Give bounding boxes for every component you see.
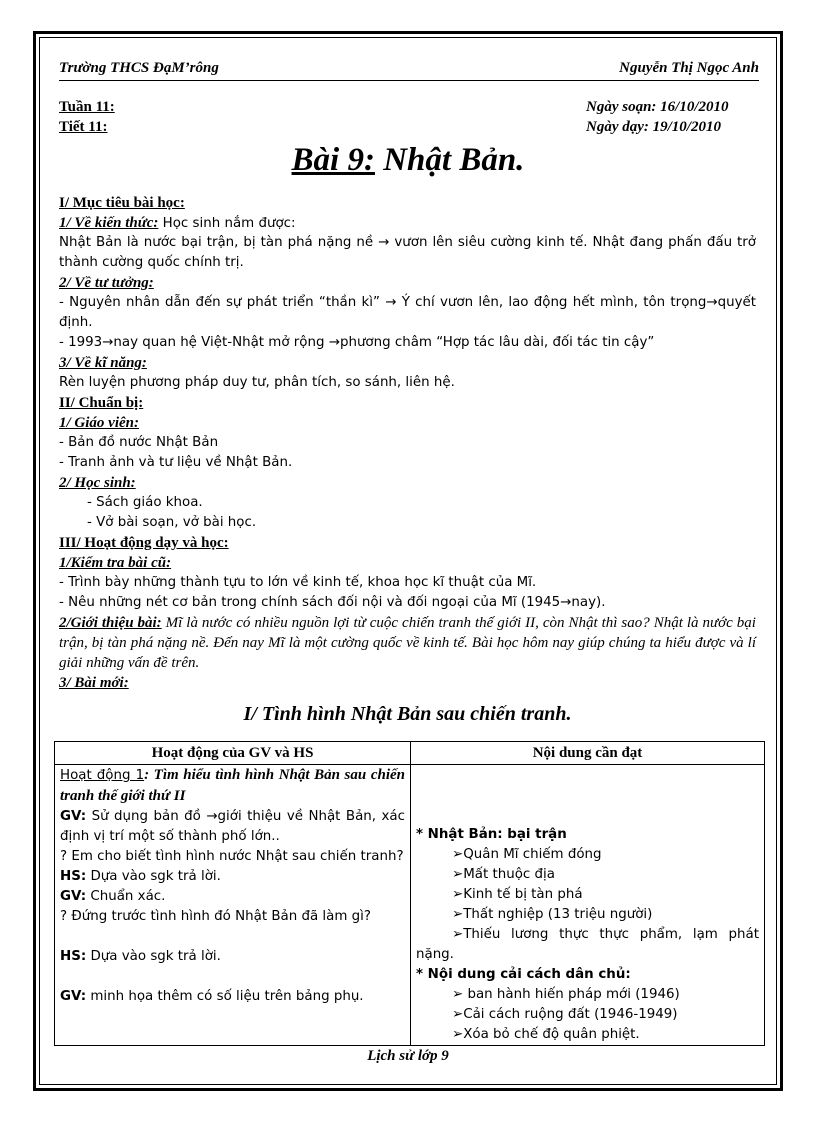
content-bullet: ➢Thất nghiệp (13 triệu người) xyxy=(452,907,653,922)
skill-label: 3/ Về kĩ năng: xyxy=(59,355,147,371)
week-label: Tuần 11: xyxy=(59,99,115,115)
activity-table xyxy=(54,741,765,1046)
activities-cell xyxy=(55,765,411,1046)
lesson-number: Bài 9: xyxy=(291,142,375,178)
hs-text: Dựa vào sgk trả lời. xyxy=(86,869,221,884)
thought-item: - 1993→nay quan hệ Việt-Nhật mở rộng →phương châm “Hợp tác lâu dài, đối tác tin cậy” xyxy=(59,335,655,350)
question: ? Em cho biết tình hình nước Nhật sau chiến tranh? xyxy=(60,849,404,864)
school-name: Trường THCS ĐạM’rông xyxy=(59,60,219,76)
check-label: 1/Kiểm tra bài cũ: xyxy=(59,555,172,571)
activity-label: Hoạt động 1 xyxy=(60,768,145,783)
gv-label: GV: xyxy=(60,989,87,1004)
page-footer: Lịch sử lớp 9 xyxy=(367,1048,449,1064)
student-prep-label: 2/ Học sinh: xyxy=(59,475,136,491)
section-title: I/ Tình hình Nhật Bản sau chiến tranh. xyxy=(243,703,572,725)
content-heading: * Nhật Bản: bại trận xyxy=(416,827,567,842)
gv-label: GV: xyxy=(60,889,87,904)
intro-text: Mĩ là nước có nhiều nguồn lợi từ cuộc chiến tranh thế giới II, còn Nhật thì sao? Nhật là nước bại trận, bị tàn phá nặng nề. Đến nay Mĩ là một cường quốc về kinh tế. Bài học hôm nay giúp chúng ta hiểu được và lí giải những vấn đề trên. xyxy=(59,615,756,671)
teacher-prep-label: 1/ Giáo viên: xyxy=(59,415,139,431)
thought-label: 2/ Về tư tưởng: xyxy=(59,275,154,291)
content-cell xyxy=(411,765,765,1046)
knowledge-label: 1/ Về kiến thức: xyxy=(59,215,159,231)
student-prep-item: - Vở bài soạn, vở bài học. xyxy=(87,515,257,530)
content-bullet: ➢ ban hành hiến pháp mới (1946) xyxy=(452,987,680,1002)
gv-text: Sử dụng bản đồ →giới thiệu về Nhật Bản, xác định vị trí một số thành phố lớn.. xyxy=(60,809,405,844)
hs-label: HS: xyxy=(60,869,87,884)
skill-text: Rèn luyện phương pháp duy tư, phân tích, so sánh, liên hệ. xyxy=(59,375,455,390)
content-bullet: ➢Xóa bỏ chế độ quân phiệt. xyxy=(452,1027,640,1042)
page-title xyxy=(0,140,816,180)
prep-date: Ngày soạn: 16/10/2010 xyxy=(586,99,729,115)
lesson-name: Nhật Bản. xyxy=(374,142,525,178)
thought-item: - Nguyên nhân dẫn đến sự phát triển “thần kì” → Ý chí vươn lên, lao động hết mình, tôn trọng→quyết định. xyxy=(59,295,756,330)
question: ? Đứng trước tình hình đó Nhật Bản đã làm gì? xyxy=(60,909,371,924)
new-lesson-label: 3/ Bài mới: xyxy=(59,675,129,691)
teach-date: Ngày dạy: 19/10/2010 xyxy=(586,119,721,135)
content-heading: * Nội dung cải cách dân chủ: xyxy=(416,967,631,982)
teacher-prep-item: - Bản đồ nước Nhật Bản xyxy=(59,435,219,450)
content-bullet: ➢Mất thuộc địa xyxy=(452,867,555,882)
teacher-name: Nguyễn Thị Ngọc Anh xyxy=(619,60,759,76)
gv-label: GV: xyxy=(60,809,87,824)
lesson-body xyxy=(59,193,756,727)
student-prep-item: - Sách giáo khoa. xyxy=(87,495,203,510)
check-item: - Nêu những nét cơ bản trong chính sách đối nội và đối ngoại của Mĩ (1945→nay). xyxy=(59,595,606,610)
knowledge-text: Nhật Bản là nước bại trận, bị tàn phá nặng nề → vươn lên siêu cường kinh tế. Nhật đang phấn đấu trở thành cường quốc chính trị. xyxy=(59,235,756,270)
period-label: Tiết 11: xyxy=(59,119,108,135)
hs-label: HS: xyxy=(60,949,87,964)
content-bullet: ➢Kinh tế bị tàn phá xyxy=(452,887,583,902)
check-item: - Trình bày những thành tựu to lớn về kinh tế, khoa học kĩ thuật của Mĩ. xyxy=(59,575,537,590)
col-header-activities: Hoạt động của GV và HS xyxy=(55,742,411,765)
hs-text: Dựa vào sgk trả lời. xyxy=(86,949,221,964)
page-header xyxy=(59,58,759,81)
content-bullet: ➢Thiếu lương thực thực phẩm, lạm phát nặng. xyxy=(416,927,759,962)
objectives-heading: I/ Mục tiêu bài học: xyxy=(59,195,185,211)
preparation-heading: II/ Chuẩn bị: xyxy=(59,395,144,411)
content-bullet: ➢Cải cách ruộng đất (1946-1949) xyxy=(452,1007,678,1022)
content-bullet: ➢Quân Mĩ chiếm đóng xyxy=(452,847,602,862)
col-header-content: Nội dung cần đạt xyxy=(411,742,765,765)
intro-label: 2/Giới thiệu bài: xyxy=(59,615,162,631)
activities-heading: III/ Hoạt động dạy và học: xyxy=(59,535,229,551)
activity-title: : Tìm hiểu tình hình Nhật Bản sau chiến tranh thế giới thứ II xyxy=(60,767,405,804)
gv-text: Chuẩn xác. xyxy=(86,889,166,904)
knowledge-intro: Học sinh nắm được: xyxy=(158,216,296,231)
teacher-prep-item: - Tranh ảnh và tư liệu về Nhật Bản. xyxy=(59,455,293,470)
gv-text: minh họa thêm có số liệu trên bảng phụ. xyxy=(86,989,364,1004)
